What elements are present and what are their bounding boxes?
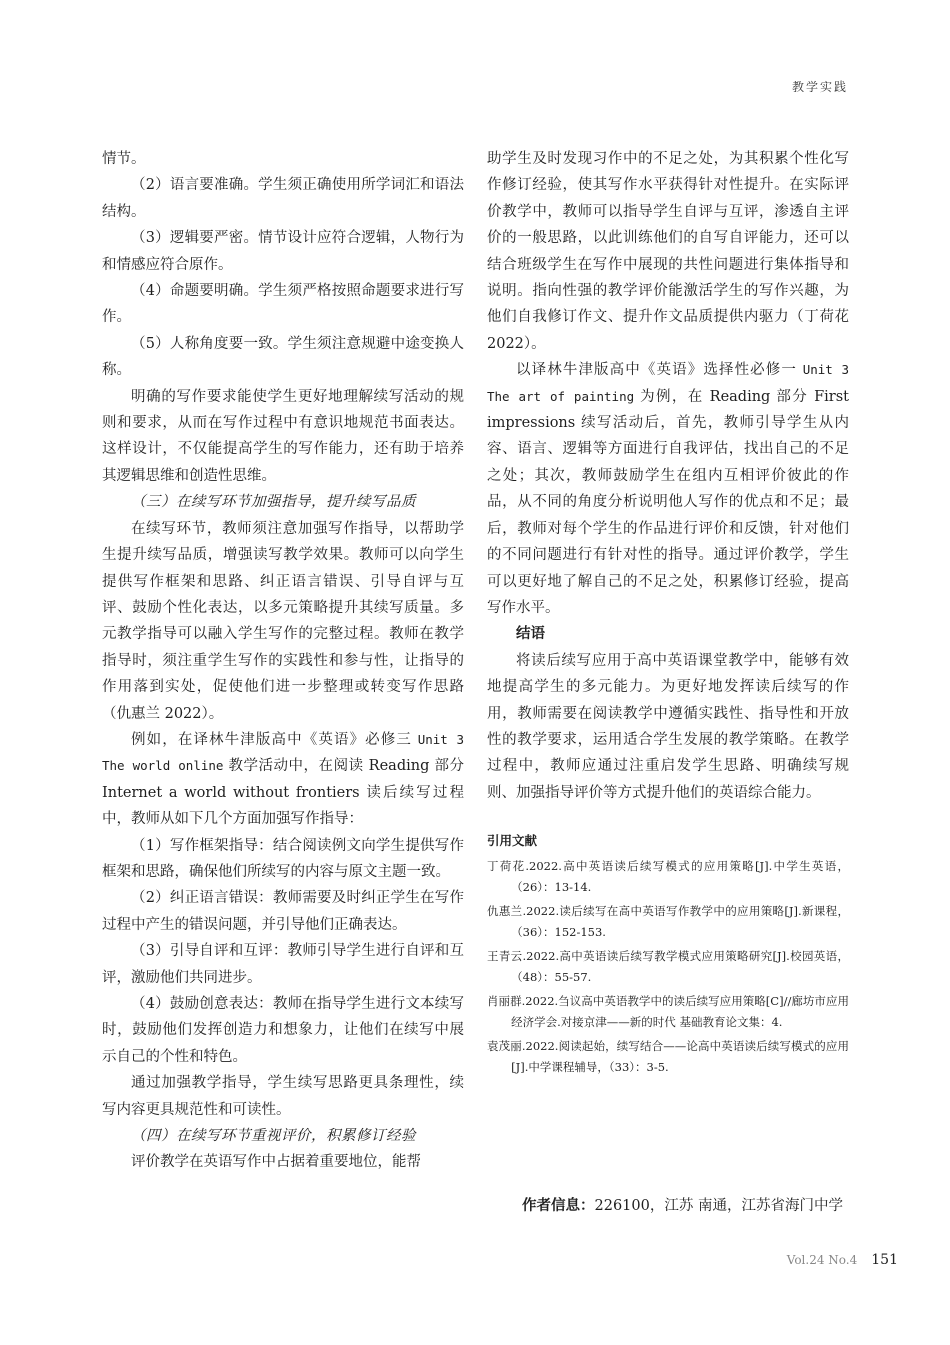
reference-item: 肖丽群.2022.刍议高中英语教学中的读后续写应用策略[C]//廊坊市应用经济学会.对接京津——新的时代 基础教育论文集：4. (487, 994, 849, 1030)
unit-title: Unit 3 The art of painting (487, 362, 850, 404)
requirement-item: （2）语言要准确。学生须正确使用所学词汇和语法结构。 (102, 177, 464, 220)
page-footer (787, 1252, 898, 1268)
guidance-item: （2）纠正语言错误：教师需要及时纠正学生在写作过程中产生的错误问题，并引导他们正确表达。 (102, 890, 464, 933)
running-head: 教学实践 (791, 80, 848, 94)
reference-item: 仇惠兰.2022.读后续写在高中英语写作教学中的应用策略[J].新课程，（36）：152-153. (487, 904, 849, 940)
left-column (102, 146, 464, 1176)
paragraph: 在续写环节，教师须注意加强写作指导，以帮助学生提升续写品质，增强读写教学效果。教师可以向学生提供写作框架和思路、纠正语言错误、引导自评与互评、鼓励个性化表达，以多元策略提升其续写质量。多元教学指导可以融入学生写作的完整过程。教师在教学指导时，须注重学生写作的实践性和参与性，让指导的作用落到实处，促使他们进一步整理或转变写作思路（仇惠兰 2022）。 (102, 520, 464, 722)
page-number: 151 (871, 1252, 898, 1268)
reference-item: 王青云.2022.高中英语读后续写教学模式应用策略研究[J].校园英语，（48）：55-57. (487, 949, 849, 985)
paragraph: 明确的写作要求能使学生更好地理解续写活动的规则和要求，从而在写作过程中有意识地规范书面表达。这样设计，不仅能提高学生的写作能力，还有助于培养其逻辑思维和创造性思维。 (102, 388, 464, 484)
guidance-item: （3）引导自评和互评：教师引导学生进行自评和互评，激励他们共同进步。 (102, 943, 464, 986)
text-run: 例如，在译林牛津版高中《英语》必修三 (131, 731, 418, 748)
conclusion-heading: 结语 (516, 626, 545, 643)
paragraph: 评价教学在英语写作中占据着重要地位，能帮 (131, 1154, 421, 1171)
paragraph: 情节。 (102, 151, 146, 167)
example-paragraph (487, 357, 849, 621)
reference-item: 丁荷花.2022.高中英语读后续写模式的应用策略[J].中学生英语，（26）：13-14. (487, 859, 849, 895)
reference-item: 袁茂丽.2022.阅读起始，续写结合——论高中英语读后续写模式的应用[J].中学课程辅导，（33）：3-5. (487, 1039, 849, 1075)
text-run: 以译林牛津版高中《英语》选择性必修一 (516, 362, 803, 379)
right-column (487, 146, 849, 1081)
volume-issue: Vol.24 No.4 (786, 1253, 858, 1267)
section-subheading-3: （三）在续写环节加强指导，提升续写品质 (131, 494, 416, 511)
guidance-item: （4）鼓励创意表达：教师在指导学生进行文本续写时，鼓励他们发挥创造力和想象力，让他们在续写中展示自己的个性和特色。 (102, 996, 464, 1065)
requirement-item: （4）命题要明确。学生须严格按照命题要求进行写作。 (102, 283, 464, 326)
author-info (522, 1194, 852, 1218)
example-paragraph (102, 727, 464, 833)
conclusion-paragraph: 将读后续写应用于高中英语课堂教学中，能够有效地提高学生的多元能力。为更好地发挥读后续写的作用，教师需要在阅读教学中遵循实践性、指导性和开放性的教学要求，运用适合学生发展的教学策略。在教学过程中，教师应通过注重启发学生思路、明确续写规则、加强指导评价等方式提升他们的英语综合能力。 (487, 652, 849, 801)
references-title: 引用文献 (487, 833, 538, 849)
text-run: 教学活动中，在阅读 Reading 部分 Internet a world without frontiers 读后续写过程中，教师从如下几个方面加强写作指导： (102, 758, 464, 828)
guidance-item: （1）写作框架指导：结合阅读例文向学生提供写作框架和思路，确保他们所续写的内容与原文主题一致。 (102, 837, 464, 880)
text-run: 为例，在 Reading 部分 First impressions 续写活动后，首先，教师引导学生从内容、语言、逻辑等方面进行自我评估，找出自己的不足之处；其次，教师鼓励学生在组内互相评价彼此的作品，从不同的角度分析说明他人写作的优点和不足；最后，教师对每个学生的作品进行评价和反馈，针对他们的不同问题进行有针对性的指导。通过评价教学，学生可以更好地了解自己的不足之处，积累修订经验，提高写作水平。 (487, 388, 849, 616)
requirement-item: （3）逻辑要严密。情节设计应符合逻辑，人物行为和情感应符合原作。 (102, 230, 464, 273)
paragraph: 助学生及时发现习作中的不足之处，为其积累个性化写作修订经验，使其写作水平获得针对性提升。在实际评价教学中，教师可以指导学生自评与互评，渗透自主评价的一般思路，以此训练他们的自写自评能力，还可以结合班级学生在写作中展现的共性问题进行集体指导和说明。指向性强的教学评价能激活学生的写作兴趣，为他们自我修订作文、提升作文品质提供内驱力（丁荷花 2022）。 (487, 151, 849, 352)
author-info-text: 226100，江苏 南通，江苏省海门中学 (594, 1198, 843, 1214)
author-info-label: 作者信息： (522, 1198, 595, 1214)
paragraph: 通过加强教学指导，学生续写思路更具条理性，续写内容更具规范性和可读性。 (102, 1075, 464, 1118)
requirement-item: （5）人称角度要一致。学生须注意规避中途变换人称。 (102, 335, 464, 379)
section-subheading-4: （四）在续写环节重视评价，积累修订经验 (131, 1128, 416, 1145)
unit-title: Unit 3 The world online (102, 731, 465, 774)
